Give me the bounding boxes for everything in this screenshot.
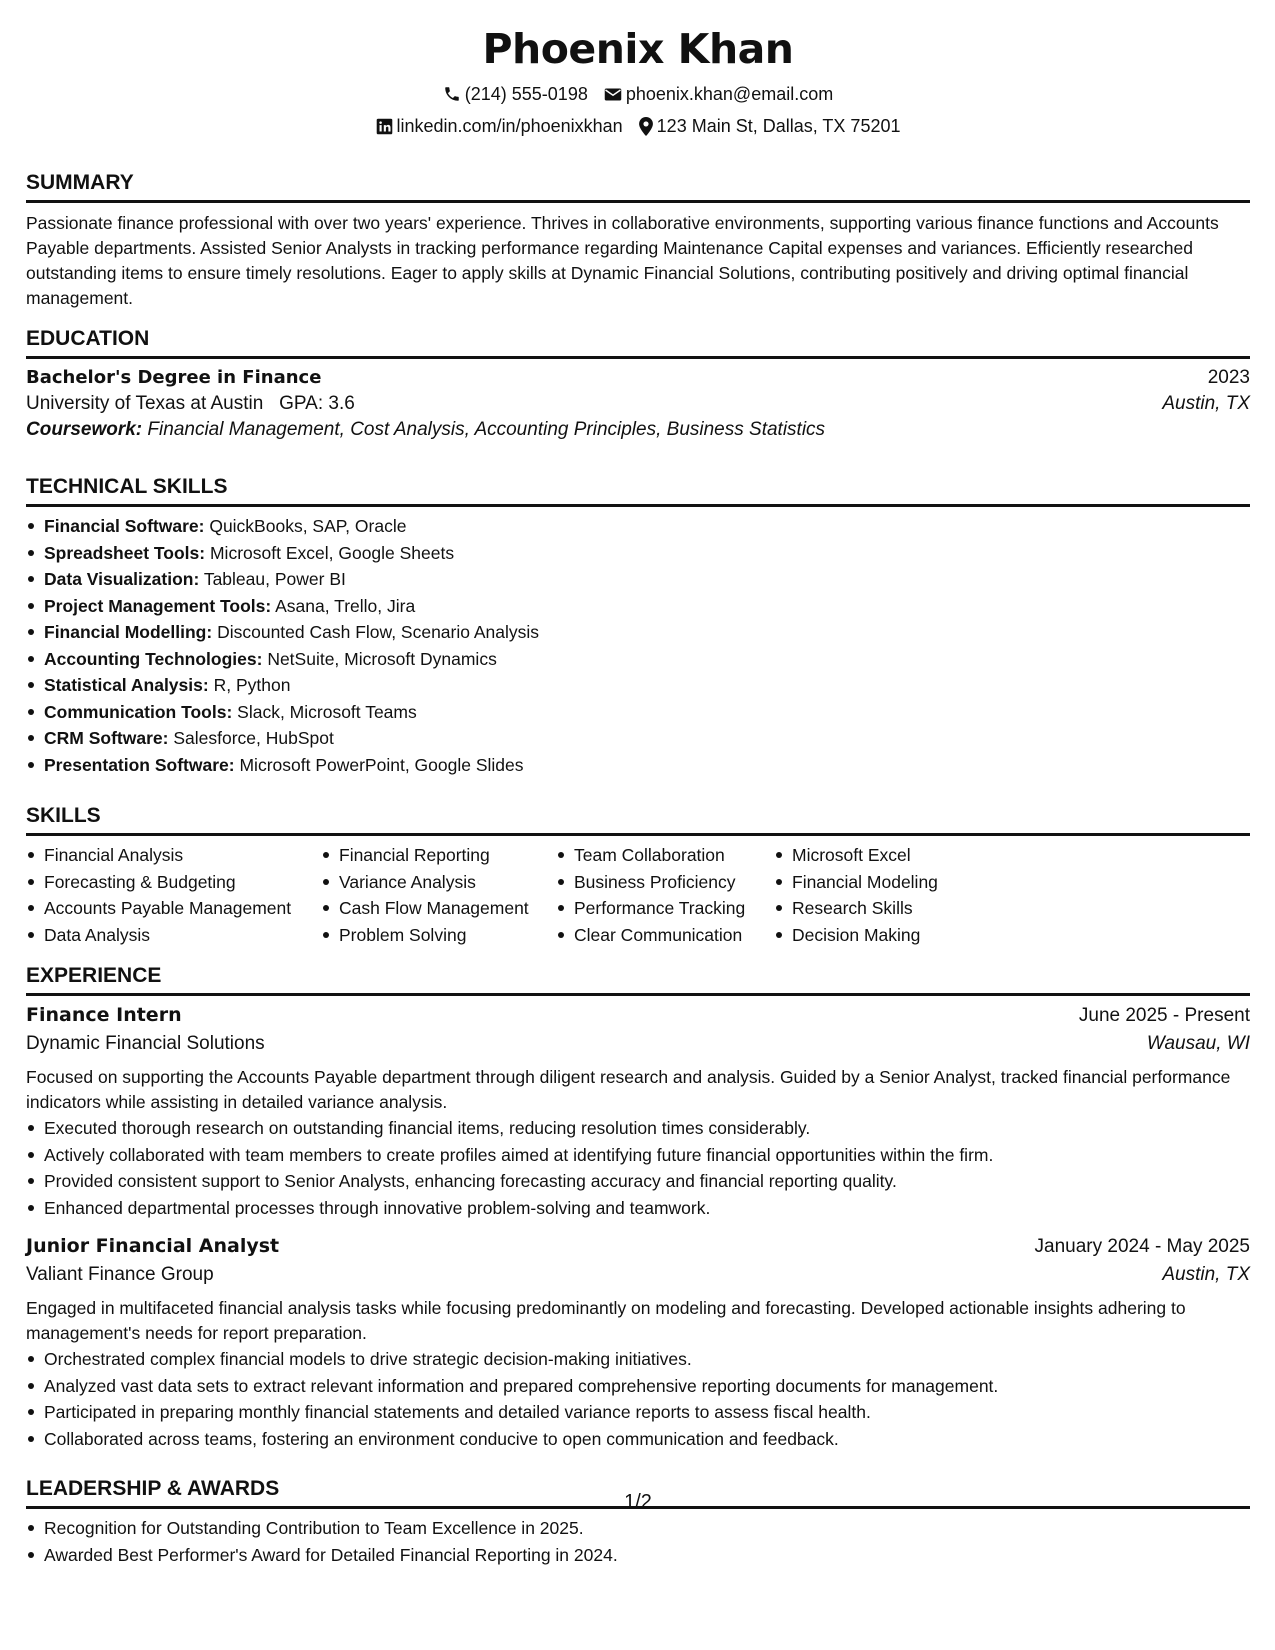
leadership-heading: LEADERSHIP & AWARDS: [26, 1476, 1250, 1509]
technical-skills-heading: TECHNICAL SKILLS: [26, 474, 1250, 507]
list-item: Financial Software: QuickBooks, SAP, Oracle: [44, 513, 1250, 540]
job-bullets: [26, 1346, 1250, 1452]
skills-grid: [26, 842, 1250, 948]
list-item: Participated in preparing monthly financial statements and detailed variance reports to assess fiscal health.: [44, 1399, 1250, 1426]
list-item: Problem Solving: [339, 922, 556, 949]
job-title-row: [26, 1235, 1250, 1258]
linkedin-icon: [376, 118, 393, 135]
skills-column-2: [321, 842, 556, 948]
list-item: Analyzed vast data sets to extract relevant information and prepared comprehensive reporting documents for management.: [44, 1373, 1250, 1400]
list-item: Data Visualization: Tableau, Power BI: [44, 566, 1250, 593]
list-item: Decision Making: [792, 922, 992, 949]
technical-skills-list: [26, 513, 1250, 778]
list-item: Financial Modelling: Discounted Cash Flow, Scenario Analysis: [44, 619, 1250, 646]
address-contact: [639, 114, 901, 138]
list-item: Accounts Payable Management: [44, 895, 321, 922]
school-location: Austin, TX: [1162, 393, 1250, 414]
school-info: [26, 393, 355, 415]
summary-text: Passionate finance professional with over two years' experience. Thrives in collaborative environments, supporting various finance functions and Accounts Payable departments. Assisted Senior Analysts in tracking performance regarding Maintenance Capital expenses and variances. Efficiently researched outstanding items to ensure timely resolutions. Eager to apply skills at Dynamic Financial Solutions, contributing positively and driving optimal financial management.: [26, 213, 1219, 308]
job-company-row: [26, 1033, 1250, 1055]
envelope-icon: [604, 87, 622, 102]
linkedin-contact: [376, 114, 623, 138]
job-description: Focused on supporting the Accounts Payable department through diligent research and analysis. Guided by a Senior Analyst, tracked financial performance indicators while assisting in detailed variance analysis.: [26, 1067, 1231, 1112]
list-item: Communication Tools: Slack, Microsoft Teams: [44, 699, 1250, 726]
candidate-name: Phoenix Khan: [482, 25, 794, 73]
job-location: Austin, TX: [1162, 1264, 1250, 1285]
phone-contact: [443, 82, 588, 106]
job-title-row: [26, 1004, 1250, 1027]
skills-column-3: [556, 842, 774, 948]
job-bullets: [26, 1115, 1250, 1221]
list-item: Executed thorough research on outstanding financial items, reducing resolution times considerably.: [44, 1115, 1250, 1142]
list-item: Statistical Analysis: R, Python: [44, 672, 1250, 699]
job-company: Valiant Finance Group: [26, 1264, 214, 1285]
contact-row-2: [26, 114, 1250, 138]
coursework-label: Coursework:: [26, 419, 143, 440]
list-item: Financial Modeling: [792, 869, 992, 896]
school-name: University of Texas at Austin: [26, 393, 264, 414]
degree-name: Bachelor's Degree in Finance: [26, 367, 322, 388]
summary-section: [26, 170, 1250, 311]
graduation-year: 2023: [1207, 367, 1250, 388]
email-text[interactable]: phoenix.khan@email.com: [625, 84, 834, 104]
list-item: Data Analysis: [44, 922, 321, 949]
list-item: Research Skills: [792, 895, 992, 922]
list-item: Provided consistent support to Senior Analysts, enhancing forecasting accuracy and financial reporting quality.: [44, 1168, 1250, 1195]
school-row: [26, 393, 1250, 415]
degree-row: [26, 367, 1250, 389]
list-item: Team Collaboration: [574, 842, 774, 869]
resume-page: [26, 0, 1250, 1565]
skills-column-4: [774, 842, 992, 948]
email-contact: [604, 82, 833, 106]
list-item: Accounting Technologies: NetSuite, Microsoft Dynamics: [44, 646, 1250, 673]
job-description: Engaged in multifaceted financial analysis tasks while focusing predominantly on modeling and forecasting. Developed actionable insights adhering to management's needs for report preparation.: [26, 1298, 1186, 1343]
job-title: Finance Intern: [26, 1004, 182, 1026]
experience-section: [26, 963, 1250, 1452]
job-location: Wausau, WI: [1146, 1033, 1250, 1054]
list-item: Spreadsheet Tools: Microsoft Excel, Google Sheets: [44, 540, 1250, 567]
linkedin-text[interactable]: linkedin.com/in/phoenixkhan: [396, 116, 623, 136]
page-number: 1/2: [624, 1491, 652, 1513]
list-item: CRM Software: Salesforce, HubSpot: [44, 725, 1250, 752]
list-item: Variance Analysis: [339, 869, 556, 896]
coursework-list: Financial Management, Cost Analysis, Accounting Principles, Business Statistics: [147, 419, 826, 440]
list-item: Financial Analysis: [44, 842, 321, 869]
gpa: GPA: 3.6: [279, 393, 355, 414]
contact-row-1: [26, 82, 1250, 106]
summary-heading: SUMMARY: [26, 170, 1250, 203]
list-item: Actively collaborated with team members to create profiles aimed at identifying future financial opportunities within the firm.: [44, 1142, 1250, 1169]
list-item: Project Management Tools: Asana, Trello, Jira: [44, 593, 1250, 620]
address-text: 123 Main St, Dallas, TX 75201: [656, 116, 901, 136]
job-title: Junior Financial Analyst: [26, 1235, 280, 1257]
phone-text[interactable]: (214) 555-0198: [464, 84, 588, 104]
list-item: Microsoft Excel: [792, 842, 992, 869]
job-entry: [26, 1004, 1250, 1221]
list-item: Recognition for Outstanding Contribution to Team Excellence in 2025.: [44, 1515, 1250, 1542]
list-item: Financial Reporting: [339, 842, 556, 869]
list-item: Performance Tracking: [574, 895, 774, 922]
list-item: Presentation Software: Microsoft PowerPoint, Google Slides: [44, 752, 1250, 779]
list-item: Cash Flow Management: [339, 895, 556, 922]
phone-icon: [443, 85, 461, 103]
skills-section: [26, 803, 1250, 948]
list-item: Forecasting & Budgeting: [44, 869, 321, 896]
list-item: Enhanced departmental processes through innovative problem-solving and teamwork.: [44, 1195, 1250, 1222]
job-dates: January 2024 - May 2025: [1034, 1236, 1250, 1257]
job-company-row: [26, 1264, 1250, 1286]
job-dates: June 2025 - Present: [1078, 1005, 1250, 1026]
list-item: Orchestrated complex financial models to drive strategic decision-making initiatives.: [44, 1346, 1250, 1373]
leadership-list: [26, 1515, 1250, 1568]
education-section: [26, 326, 1250, 441]
technical-skills-section: [26, 474, 1250, 778]
list-item: Awarded Best Performer's Award for Detailed Financial Reporting in 2024.: [44, 1542, 1250, 1569]
map-pin-icon: [639, 117, 653, 136]
skills-heading: SKILLS: [26, 803, 1250, 836]
coursework: [26, 419, 1250, 441]
experience-heading: EXPERIENCE: [26, 963, 1250, 996]
job-company: Dynamic Financial Solutions: [26, 1033, 265, 1054]
list-item: Collaborated across teams, fostering an environment conducive to open communication and feedback.: [44, 1426, 1250, 1453]
job-entry: [26, 1235, 1250, 1452]
list-item: Clear Communication: [574, 922, 774, 949]
list-item: Business Proficiency: [574, 869, 774, 896]
education-heading: EDUCATION: [26, 326, 1250, 359]
skills-column-1: [26, 842, 321, 948]
